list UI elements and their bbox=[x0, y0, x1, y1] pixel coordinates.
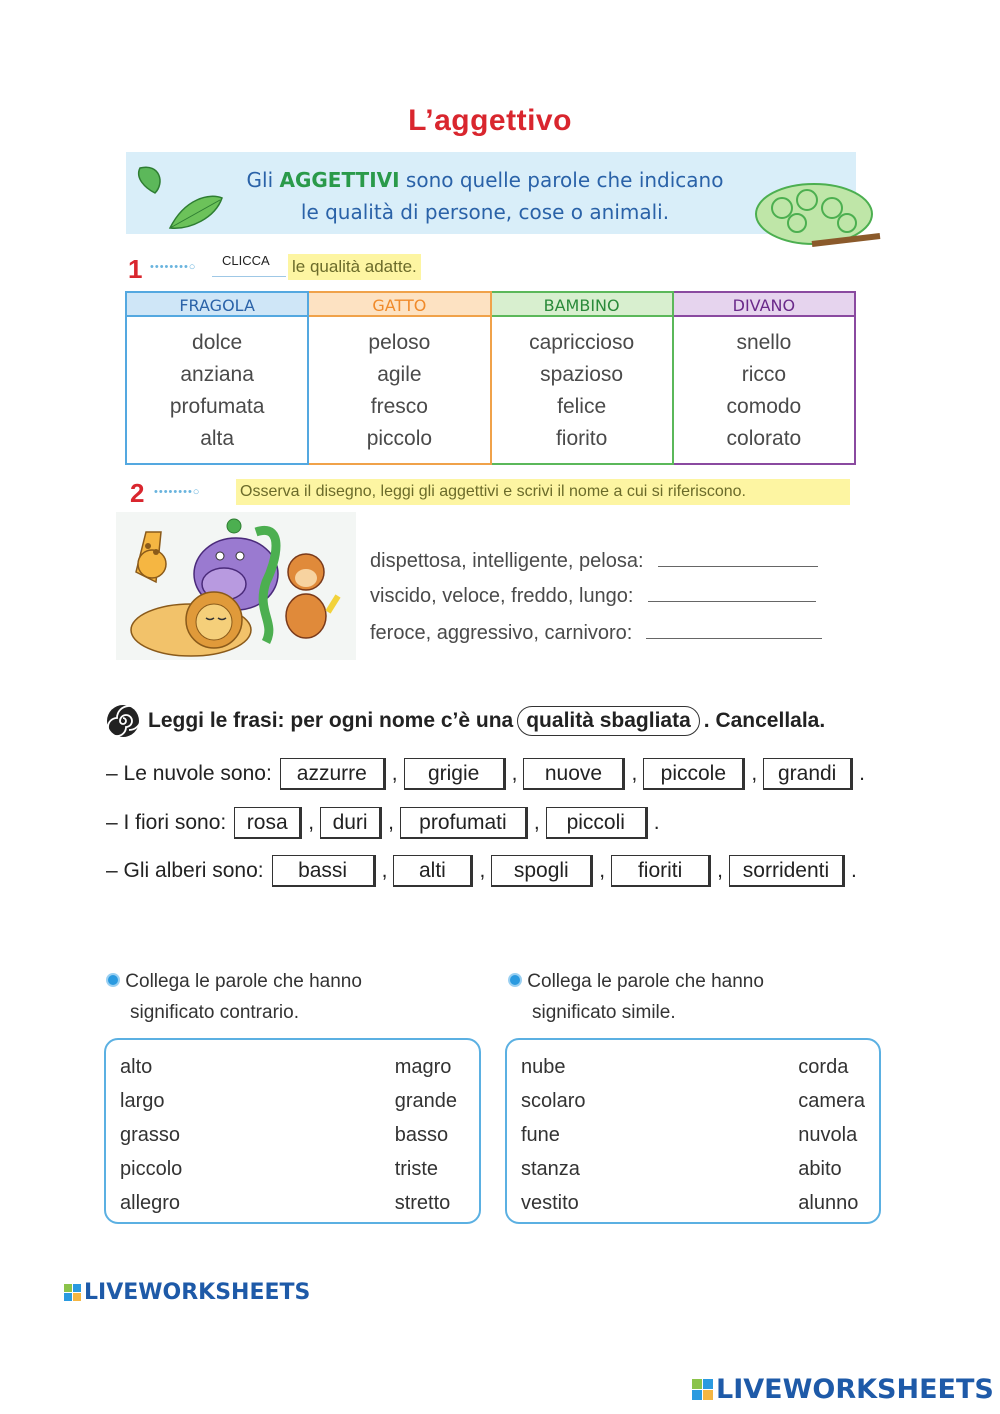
comma: , bbox=[533, 811, 540, 834]
synonyms-title-line2: significato simile. bbox=[532, 1002, 676, 1023]
riddle-text: viscido, veloce, freddo, lungo: bbox=[370, 585, 634, 607]
word-right[interactable]: nuvola bbox=[798, 1124, 858, 1146]
column-bambino bbox=[492, 291, 674, 465]
riddle-row bbox=[370, 581, 816, 608]
column-divano bbox=[674, 291, 856, 465]
sentence-row bbox=[106, 807, 664, 839]
word-box[interactable]: rosa bbox=[234, 807, 302, 839]
period: . bbox=[653, 811, 660, 834]
word-left[interactable]: nube bbox=[521, 1056, 566, 1078]
quality-word[interactable]: capriccioso bbox=[529, 331, 635, 354]
qualities-table bbox=[125, 291, 856, 465]
opposites-title-line2: significato contrario. bbox=[130, 1002, 299, 1023]
section2-instruction: Osserva il disegno, leggi gli aggettivi e scrivi il nome a cui si riferiscono. bbox=[236, 479, 850, 505]
intro-highlight: AGGETTIVI bbox=[279, 168, 400, 192]
comma: , bbox=[511, 762, 518, 785]
liveworksheets-logo-footer bbox=[692, 1374, 994, 1405]
logo-text: LIVEWORKSHEETS bbox=[84, 1280, 311, 1305]
page-title: L’aggettivo bbox=[408, 104, 572, 137]
quality-word[interactable]: colorato bbox=[726, 427, 802, 450]
animals-illustration bbox=[116, 512, 356, 660]
sentence-lead: – Gli alberi sono: bbox=[106, 859, 264, 882]
word-left[interactable]: fune bbox=[521, 1124, 560, 1146]
quality-word[interactable]: ricco bbox=[741, 363, 787, 386]
word-box[interactable]: spogli bbox=[491, 855, 593, 887]
word-left[interactable]: largo bbox=[120, 1090, 165, 1112]
quality-word[interactable]: fresco bbox=[370, 395, 428, 418]
intro-text bbox=[170, 164, 800, 228]
quality-word[interactable]: peloso bbox=[368, 331, 431, 354]
section2-dots: ••••••••○ bbox=[154, 486, 201, 498]
quality-word[interactable]: alta bbox=[200, 427, 235, 450]
liveworksheets-logo bbox=[64, 1280, 310, 1305]
logo-text: LIVEWORKSHEETS bbox=[716, 1374, 994, 1405]
opposites-title-line1: Collega le parole che hanno bbox=[125, 971, 362, 992]
section2-number: 2 bbox=[130, 478, 145, 508]
word-right[interactable]: corda bbox=[798, 1056, 849, 1078]
column-header: GATTO bbox=[309, 291, 489, 317]
section3-title bbox=[148, 706, 825, 736]
word-box[interactable]: piccole bbox=[643, 758, 745, 790]
quality-word[interactable]: agile bbox=[377, 363, 422, 386]
word-box[interactable]: grandi bbox=[763, 758, 853, 790]
word-right[interactable]: camera bbox=[798, 1090, 865, 1112]
word-left[interactable]: stanza bbox=[521, 1158, 580, 1180]
section3-title-end: . Cancellala. bbox=[703, 709, 826, 732]
column-fragola bbox=[125, 291, 309, 465]
sentence-row bbox=[106, 758, 869, 790]
word-box[interactable]: bassi bbox=[272, 855, 376, 887]
quality-word[interactable]: anziana bbox=[180, 363, 254, 386]
intro-line2: le qualità di persone, cose o animali. bbox=[300, 200, 670, 224]
opposites-box bbox=[104, 1038, 481, 1224]
word-box[interactable]: profumati bbox=[400, 807, 528, 839]
word-box[interactable]: piccoli bbox=[546, 807, 648, 839]
column-header: DIVANO bbox=[674, 291, 854, 317]
column-gatto bbox=[309, 291, 491, 465]
riddle-text: dispettosa, intelligente, pelosa: bbox=[370, 550, 644, 572]
sentence-lead: – I fiori sono: bbox=[106, 811, 227, 834]
answer-line[interactable] bbox=[658, 546, 818, 567]
period: . bbox=[859, 762, 866, 785]
word-right[interactable]: triste bbox=[394, 1158, 439, 1180]
logo-mark-icon bbox=[64, 1284, 81, 1301]
riddle-row bbox=[370, 546, 818, 573]
intro-line1: sono quelle parole che indicano bbox=[399, 168, 724, 192]
quality-word[interactable]: piccolo bbox=[366, 427, 433, 450]
word-box[interactable]: sorridenti bbox=[729, 855, 845, 887]
word-left[interactable]: grasso bbox=[120, 1124, 181, 1146]
comma: , bbox=[717, 859, 723, 882]
comma: , bbox=[599, 859, 606, 882]
comma: , bbox=[381, 859, 388, 882]
clicca-label: CLICCA bbox=[212, 247, 286, 277]
synonyms-box bbox=[505, 1038, 881, 1224]
column-header: BAMBINO bbox=[492, 291, 672, 317]
section1-number: 1 bbox=[128, 254, 143, 284]
word-right[interactable]: grande bbox=[394, 1090, 457, 1112]
sentence-row bbox=[106, 855, 861, 887]
comma: , bbox=[308, 811, 315, 834]
bullet-icon bbox=[106, 973, 120, 987]
word-left[interactable]: vestito bbox=[521, 1192, 579, 1214]
comma: , bbox=[631, 762, 638, 785]
bullet-icon bbox=[508, 973, 522, 987]
logo-mark-icon bbox=[692, 1379, 713, 1400]
word-right[interactable]: basso bbox=[394, 1124, 449, 1146]
sentence-lead: – Le nuvole sono: bbox=[106, 762, 272, 785]
comma: , bbox=[479, 859, 486, 882]
synonyms-title bbox=[508, 966, 764, 1028]
synonyms-title-line1: Collega le parole che hanno bbox=[527, 971, 764, 992]
comma: , bbox=[388, 811, 394, 834]
comma: , bbox=[751, 762, 758, 785]
section1-dots: ••••••••○ bbox=[150, 261, 197, 273]
word-box[interactable]: duri bbox=[320, 807, 382, 839]
word-right[interactable]: magro bbox=[394, 1056, 452, 1078]
riddle-text: feroce, aggressivo, carnivoro: bbox=[370, 622, 633, 644]
intro-prefix: Gli bbox=[246, 168, 280, 192]
column-header: FRAGOLA bbox=[127, 291, 307, 317]
word-box[interactable]: alti bbox=[393, 855, 473, 887]
period: . bbox=[850, 859, 857, 882]
quality-word[interactable]: snello bbox=[736, 331, 792, 354]
quality-word[interactable]: fiorito bbox=[555, 427, 608, 450]
word-right[interactable]: abito bbox=[798, 1158, 842, 1180]
word-right[interactable]: stretto bbox=[394, 1192, 451, 1214]
word-right[interactable]: alunno bbox=[798, 1192, 859, 1214]
word-box[interactable]: azzurre bbox=[280, 758, 386, 790]
section3-title-start: Leggi le frasi: per ogni nome c’è una bbox=[148, 709, 514, 732]
quality-word[interactable]: dolce bbox=[192, 331, 243, 354]
quality-word[interactable]: profumata bbox=[169, 395, 265, 418]
quality-word[interactable]: felice bbox=[557, 395, 607, 418]
comma: , bbox=[391, 762, 398, 785]
spiral-icon bbox=[106, 704, 140, 738]
section1-instruction: le qualità adatte. bbox=[288, 254, 421, 280]
word-box[interactable]: nuove bbox=[523, 758, 625, 790]
word-box[interactable]: grigie bbox=[404, 758, 506, 790]
quality-word[interactable]: spazioso bbox=[540, 363, 624, 386]
answer-line[interactable] bbox=[648, 581, 816, 602]
riddle-row bbox=[370, 618, 822, 645]
word-left[interactable]: scolaro bbox=[521, 1090, 586, 1112]
tree-branch-illustration bbox=[752, 178, 882, 250]
word-box[interactable]: fioriti bbox=[611, 855, 711, 887]
word-left[interactable]: allegro bbox=[120, 1192, 181, 1214]
word-left[interactable]: piccolo bbox=[120, 1158, 183, 1180]
word-left[interactable]: alto bbox=[120, 1056, 153, 1078]
opposites-title bbox=[106, 966, 362, 1028]
quality-word[interactable]: comodo bbox=[726, 395, 802, 418]
section3-title-pill: qualità sbagliata bbox=[517, 706, 700, 736]
answer-line[interactable] bbox=[646, 618, 822, 639]
